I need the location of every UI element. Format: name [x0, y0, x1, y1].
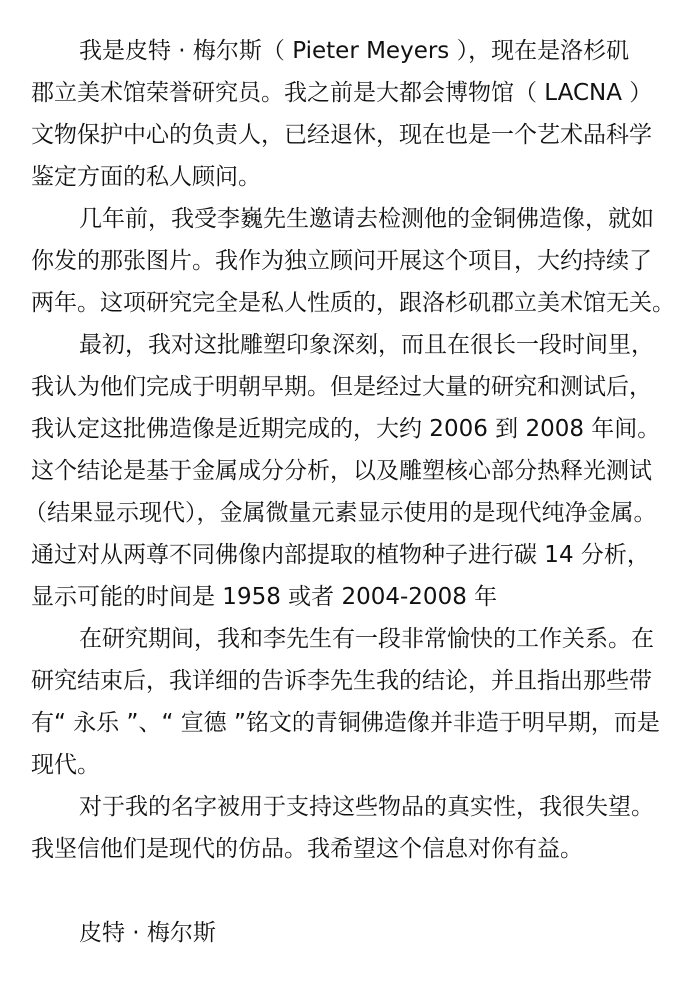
paragraph-4-line-4: 现代。: [31, 752, 100, 778]
paragraph-2-line-1: 几年前，我受李巍先生邀请去检测他的金铜佛造像，就如: [79, 206, 654, 232]
paragraph-1-line-2: 郡立美术馆荣誉研究员。我之前是大都会博物馆（ LACNA ）: [31, 80, 653, 106]
paragraph-1-line-4: 鉴定方面的私人顾问。: [31, 164, 261, 190]
signature: 皮特 · 梅尔斯: [79, 920, 216, 946]
paragraph-5-line-1: 对于我的名字被用于支持这些物品的真实性，我很失望。: [79, 794, 654, 820]
paragraph-1-line-3: 文物保护中心的负责人，已经退休，现在也是一个艺术品科学: [31, 122, 652, 148]
paragraph-4-line-1: 在研究期间，我和李先生有一段非常愉快的工作关系。在: [79, 626, 654, 652]
paragraph-3-line-5: （结果显示现代），金属微量元素显示使用的是现代纯净金属。: [24, 500, 657, 526]
paragraph-3-line-7: 显示可能的时间是 1958 或者 2004-2008 年: [31, 584, 498, 610]
paragraph-3-line-6: 通过对从两尊不同佛像内部提取的植物种子进行碳 14 分析，: [31, 542, 650, 568]
paragraph-2-line-2: 你发的那张图片。我作为独立顾问开展这个项目，大约持续了: [31, 248, 652, 274]
paragraph-3-line-2: 我认为他们完成于明朝早期。但是经过大量的研究和测试后，: [31, 374, 652, 400]
paragraph-3-line-4: 这个结论是基于金属成分分析，以及雕塑核心部分热释光测试: [31, 458, 652, 484]
paragraph-4-line-2: 研究结束后，我详细的告诉李先生我的结论，并且指出那些带: [31, 668, 652, 694]
paragraph-3-line-3: 我认定这批佛造像是近期完成的，大约 2006 到 2008 年间。: [31, 416, 661, 442]
paragraph-2-line-3: 两年。这项研究完全是私人性质的，跟洛杉矶郡立美术馆无关。: [31, 290, 675, 316]
paragraph-3-line-1: 最初，我对这批雕塑印象深刻，而且在很长一段时间里，: [79, 332, 654, 358]
paragraph-4-line-3: 有“ 永乐 ”、“ 宣德 ”铭文的青铜佛造像并非造于明早期，而是: [31, 710, 660, 736]
paragraph-5-line-2: 我坚信他们是现代的仿品。我希望这个信息对你有益。: [31, 836, 583, 862]
paragraph-1-line-1: 我是皮特 · 梅尔斯（ Pieter Meyers ），现在是洛杉矶: [79, 38, 630, 64]
